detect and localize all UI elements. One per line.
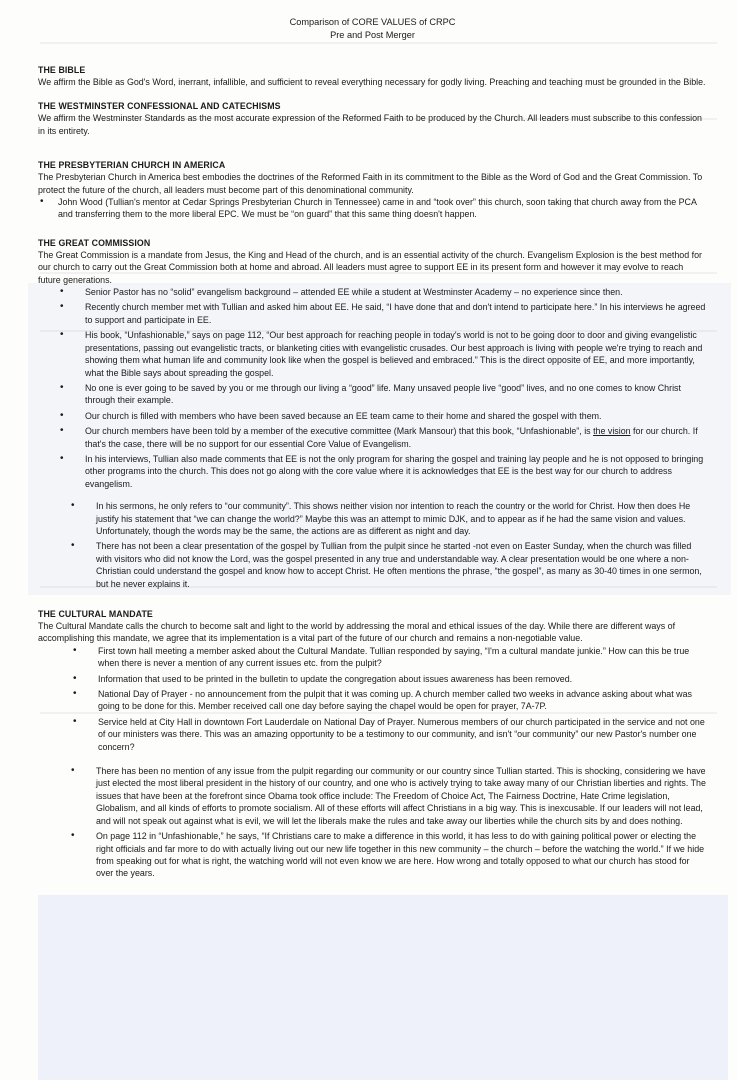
list-item: • Recently church member met with Tullian and asked him about EE. He said, “I have done that and don't intend to participate here.” In his interviews he agreed to support and participate in EE. [85,301,707,326]
list-item: • No one is ever going to be saved by you or me through our living a “good” life. Many unsaved people live “good” lives, and no one comes to know Christ through their example. [85,382,707,407]
list-item: • There has been no mention of any issue from the pulpit regarding our community or our country since Tullian started. This is shocking, considering we have just elected the most liberal president in the history of our country, and one who is actively trying to take away many of our Christian liberties and rights. The issues that have been at the forefront since Obama took office include: The Freedom of Choice Act, The Fairness Doctrine, Hate Crime legislation, Globalism, and all kinds of efforts to promote socialism. All of these efforts will affect Christians in a big way. This is inexcusable. If our leaders will not lead, and will not speak out against what is evil, we will let the liberals make the rules and take away our liberties while the church sits by and does nothing. [96,765,707,827]
bullet-list [38,196,707,221]
list-item: • First town hall meeting a member asked about the Cultural Mandate. Tullian responded by saying, “I'm a cultural mandate junkie.” How can this be true when there is never a mention of any current issues etc. from the pulpit? [98,645,707,670]
section-westminster [38,100,707,137]
document-subtitle: Pre and Post Merger [330,30,415,40]
list-item: • Our church is filled with members who have been saved because an EE team came to their home and shared the gospel with them. [85,410,707,422]
bullet-list [38,286,707,490]
section-heading: THE PRESBYTERIAN CHURCH IN AMERICA [38,160,226,171]
list-item-text: Our church members have been told by a member of the executive committee (Mark Mansour) that this book, “Unfashionable”, is [85,426,594,437]
section-pca [38,159,707,221]
section-heading: THE GREAT COMMISSION [38,237,151,248]
list-item: • In his interviews, Tullian also made comments that EE is not the only program for sharing the gospel and training lay people and he is not opposed to bringing other programs into the church. This does not go along with the core value where it is acknowledges that EE is the best way for our church to address evangelism. [85,453,707,490]
section-text: The Cultural Mandate calls the church to become salt and light to the world by addressing the moral and ethical issues of the day. While there are different ways of accomplishing this mandate, we agree that its implementation is a vital part of the future of our church and remains a non-negotiable value. [38,621,676,644]
list-item [85,425,707,450]
section-bible [38,64,707,88]
list-item: • John Wood (Tullian's mentor at Cedar Springs Presbyterian Church in Tennessee) came in and “took over” this church, soon taking that church away from the PCA and transferring them to the more liberal EPC. We must be “on guard” that this same thing doesn't happen. [58,196,707,221]
pasted-region-shade [38,895,728,1080]
section-text: We affirm the Bible as God's Word, inerrant, infallible, and sufficient to reveal everything necessary for godly living. Preaching and teaching must be grounded in the Bible. [38,77,706,87]
section-heading: THE BIBLE [38,65,86,75]
list-item: • Service held at City Hall in downtown Fort Lauderdale on National Day of Prayer. Numerous members of our church participated in the service and not one of our ministers was there. This was an amazing opportunity to be a testimony to our community, and isn't “our community” our new Pastor's number one concern? [98,716,707,753]
list-item: • His book, “Unfashionable,” says on page 112, “Our best approach for reaching people in today's world is not to be going door to door and giving evangelistic presentations, passing out evangelistic tracts, or blanketing cities with evangelistic crusades. Our best approach is living with people we're trying to reach and showing them what human life and community look like when the gospel is believed and embraced.” This is the direct opposite of EE, and more importantly, what the Bible says about spreading the gospel. [85,329,707,379]
section-text: We affirm the Westminster Standards as the most accurate expression of the Reformed Faith to be produced by the Church. All leaders must subscribe to this confession in its entirety. [38,113,702,136]
section-heading: THE CULTURAL MANDATE [38,609,153,619]
list-item: • Information that used to be printed in the bulletin to update the congregation about issues awareness has been removed. [98,673,707,685]
list-item: • On page 112 in “Unfashionable,” he says, “If Christians care to make a difference in this world, it has less to do with gaining political power or electing the right officials and far more to do with actually living out our new life together in this new community – the church – before the watching the world.” If we hide from speaking out for what is right, the watching world will not even know we are here. How wrong and totally opposed to what our church has stood for over the years. [96,830,707,880]
section-cultural-mandate [38,608,707,880]
list-item: • In his sermons, he only refers to “our community”. This shows neither vision nor intention to reach the country or the world for Christ. How then does He justify his statement that “we can change the world?” Maybe this was an attempt to mimic DJK, and to appear as if he had the same vision and values. Unfortunately, though the words may be the same, the actions are as different as night and day. [96,500,707,537]
bullet-list [38,645,707,753]
list-item: • There has not been a clear presentation of the gospel by Tullian from the pulpit since he started -not even on Easter Sunday, when the church was filled with visitors who did not know the Lord, was the gospel presented in any true and understandable way. A clear presentation would be one where a non-Christian could understand the gospel and know how to accept Christ. He often mentions the phrase, “the gospel”, as many as 30-40 times in one sermon, but he never explains it. [96,540,707,590]
underlined-phrase: the vision [593,426,631,437]
section-text: The Presbyterian Church in America best embodies the doctrines of the Reformed Faith in its commitment to the Bible as the Word of God and the Great Commission. To protect the future of the church, all leaders must become part of this denominational community. [38,172,703,195]
list-item: • Senior Pastor has no “solid” evangelism background – attended EE while a student at Westminster Academy – no experience since then. [85,286,707,298]
section-text: The Great Commission is a mandate from Jesus, the King and Head of the church, and is an essential activity of the church. Evangelism Explosion is the best method for our church to carry out the Great Commission both at home and abroad. All leaders must agree to support EE in its present form and however it may evolve to reach future generations. [38,249,702,285]
list-item-text: for our church. If that's the case, there will be no support for our essential Core Value of Evangelism. [85,426,698,449]
document-title: Comparison of CORE VALUES of CRPC [289,17,456,27]
section-great-commission [38,237,707,590]
list-item: • National Day of Prayer - no announcement from the pulpit that it was coming up. A church member called two weeks in advance asking about what was going to be done for this. Member received call one day before saying the chapel would be open for prayer, 7A-7P. [98,688,707,713]
bullet-list [38,500,707,590]
section-heading: THE WESTMINSTER CONFESSIONAL AND CATECHISMS [38,101,281,112]
bullet-list [38,765,707,880]
